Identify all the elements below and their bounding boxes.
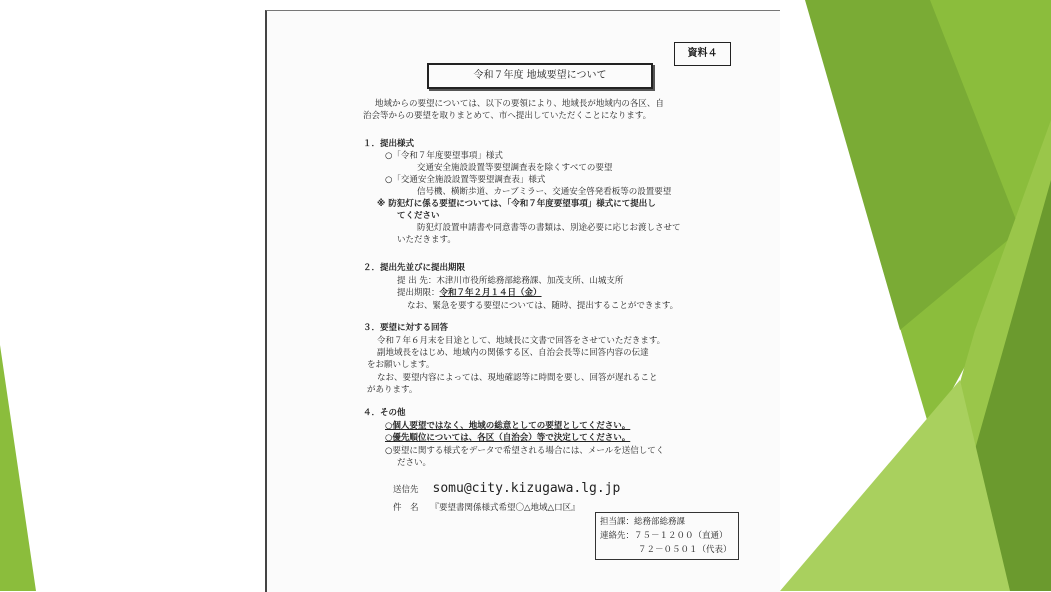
email-label: 送信先 [393, 485, 419, 495]
s4-line-2: ○優先順位については、各区（自治会）等で決定してください。 [385, 433, 631, 443]
document-stamp: 資料４ [674, 42, 731, 66]
subject-label: 件 名 [393, 503, 419, 513]
subject-value: 『要望書関係様式希望〇△地域△口区』 [430, 503, 580, 513]
s1-note-line-1: 防犯灯設置申請書や同意書等の書類は、別途必要に応じお渡しさせて [417, 223, 681, 233]
contact-phone-main: ７２－０５０１（代表） [638, 545, 732, 555]
s3-line-3: をお願いします。 [367, 360, 435, 370]
section-4-heading: ４．その他 [363, 408, 406, 418]
s2-deadline-row [397, 288, 542, 299]
s2-destination: 提 出 先：木津川市役所総務部総務課、加茂支所、山城支所 [397, 276, 624, 286]
subject-row [393, 503, 580, 514]
contact-box [595, 512, 739, 560]
s3-line-1: 令和７年６月末を目途として、地域長に文書で回答をさせていただきます。 [377, 336, 666, 346]
s1-bullet-2: ○「交通安全施設設置等要望調査表」様式 [385, 175, 546, 185]
email-row [393, 481, 620, 498]
s4-line-3: ○要望に関する様式をデータで希望される場合には、メールを送信してく [385, 446, 665, 456]
s1-warning-line-1: ※ 防犯灯に係る要望については、「令和７年度要望事項」様式にて提出し [377, 199, 656, 209]
intro-line-2: 治会等からの要望を取りまとめて、市へ提出していただくことになります。 [363, 111, 652, 121]
s1-bullet-2-note: 信号機、横断歩道、カーブミラー、交通安全啓発看板等の設置要望 [417, 187, 672, 197]
scanned-document [265, 10, 780, 592]
s4-line-1: ○個人要望ではなく、地域の総意としての要望としてください。 [385, 421, 631, 431]
s1-bullet-1: ○「令和７年度要望事項」様式 [385, 151, 503, 161]
section-1-heading: １．提出様式 [363, 139, 415, 149]
section-3-heading: ３．要望に対する回答 [363, 323, 449, 333]
contact-department: 担当課：総務部総務課 [600, 517, 686, 527]
section-2-heading: ２．提出先並びに提出期限 [363, 263, 466, 273]
s4-line-4: ださい。 [397, 458, 432, 468]
left-green-shape [0, 345, 36, 591]
email-address: somu@city.kizugawa.lg.jp [432, 481, 621, 496]
intro-line-1: 地域からの要望については、以下の要領により、地域長が地域内の各区、自 [375, 99, 664, 109]
s1-note-line-2: いただきます。 [397, 235, 456, 245]
s1-warning-line-2: てください [397, 211, 440, 221]
s2-deadline-label: 提出期限： [397, 288, 440, 298]
s3-line-4: なお、要望内容によっては、現地確認等に時間を要し、回答が遅れること [377, 373, 658, 383]
s1-bullet-1-note: 交通安全施設設置等要望調査表を除くすべての要望 [417, 163, 613, 173]
s2-deadline-value: 令和７年２月１４日（金） [439, 288, 542, 298]
s2-note: なお、緊急を要する要望については、随時、提出することができます。 [407, 301, 679, 311]
s3-line-2: 副地域長をはじめ、地域内の関係する区、自治会長等に回答内容の伝達 [377, 348, 649, 358]
s3-line-5: があります。 [367, 385, 418, 395]
document-title: 令和７年度 地域要望について [427, 63, 653, 89]
contact-phone-direct: 連絡先：７５－１２００（直通） [600, 531, 728, 541]
